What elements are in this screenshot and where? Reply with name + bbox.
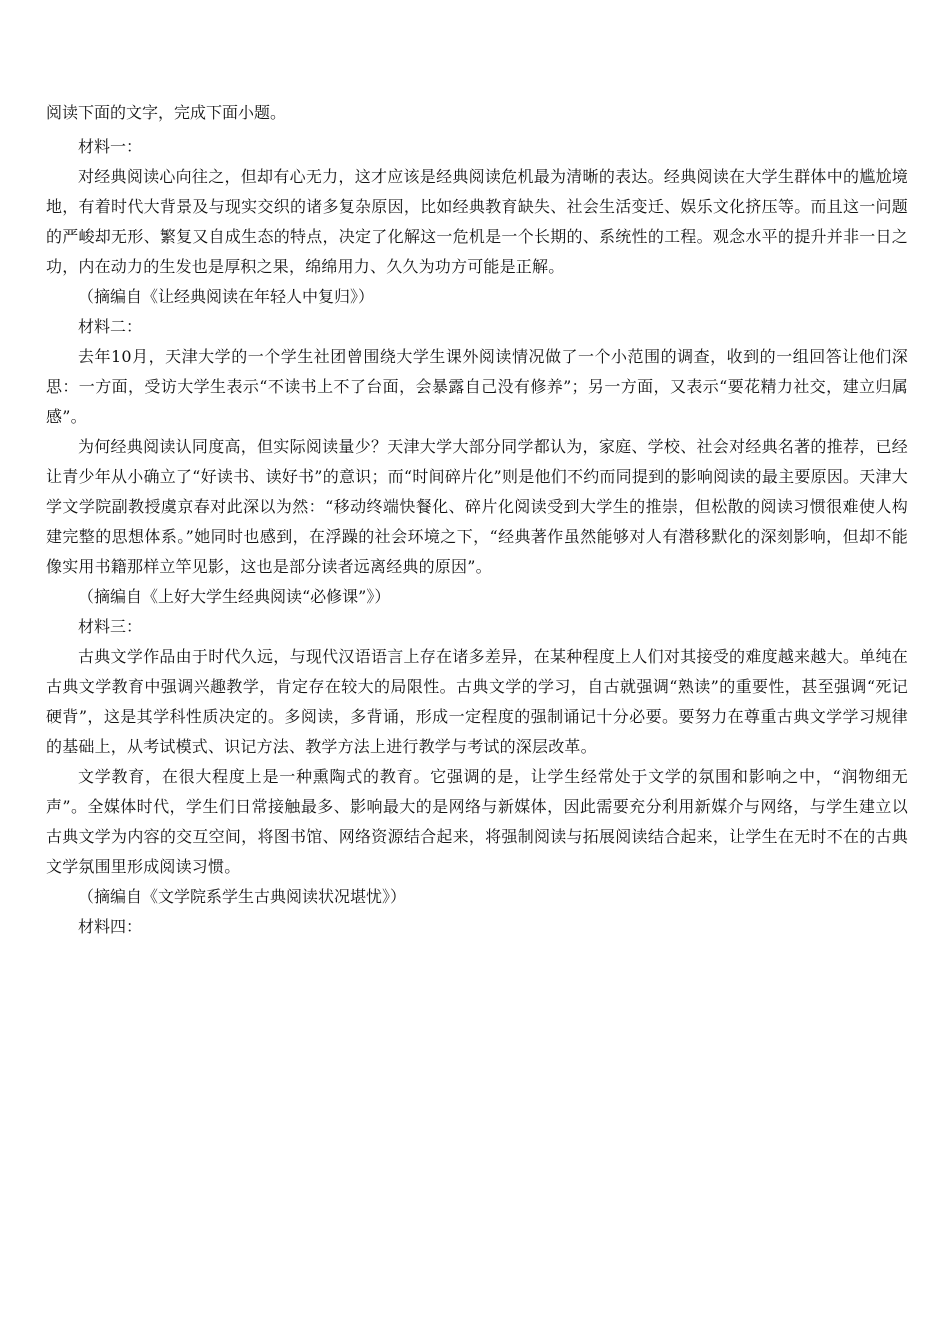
material-2-source: （摘编自《上好大学生经典阅读“必修课”》）	[78, 587, 391, 606]
material-1-source: （摘编自《让经典阅读在年轻人中复归》）	[78, 287, 375, 306]
material-3-label: 材料三：	[78, 617, 143, 636]
material-4-label: 材料四：	[78, 917, 143, 936]
material-2-label: 材料二：	[78, 317, 143, 336]
material-3-paragraph-1: 古典文学作品由于时代久远，与现代汉语语言上存在诸多差异，在某种程度上人们对其接受的难度越来越大。单纯在古典文学教育中强调兴趣教学，肯定存在较大的局限性。古典文学的学习，自古就强调“熟读”的重要性，甚至强调“死记硬背”，这是其学科性质决定的。多阅读，多背诵，形成一定程度的强制诵记十分必要。要努力在尊重古典文学学习规律的基础上，从考试模式、识记方法、教学方法上进行教学与考试的深层改革。	[46, 647, 908, 756]
material-1-paragraph-1: 对经典阅读心向往之，但却有心无力，这才应该是经典阅读危机最为清晰的表达。经典阅读在大学生群体中的尴尬境地，有着时代大背景及与现实交织的诸多复杂原因，比如经典教育缺失、社会生活变迁、娱乐文化挤压等。而且这一问题的严峻却无形、繁复又自成生态的特点，决定了化解这一危机是一个长期的、系统性的工程。观念水平的提升并非一日之功，内在动力的生发也是厚积之果，绵绵用力、久久为功方可能是正解。	[46, 167, 908, 276]
material-2-paragraph-2: 为何经典阅读认同度高，但实际阅读量少？天津大学大部分同学都认为，家庭、学校、社会对经典名著的推荐，已经让青少年从小确立了“好读书、读好书”的意识；而“时间碎片化”则是他们不约而同提到的影响阅读的最主要原因。天津大学文学院副教授虞京春对此深以为然：“移动终端快餐化、碎片化阅读受到大学生的推崇，但松散的阅读习惯很难使人构建完整的思想体系。”她同时也感到，在浮躁的社会环境之下，“经典著作虽然能够对人有潜移默化的深刻影响，但却不能像实用书籍那样立竿见影，这也是部分读者远离经典的原因”。	[46, 437, 908, 576]
material-1-label: 材料一：	[78, 137, 143, 156]
material-3-paragraph-2: 文学教育，在很大程度上是一种熏陶式的教育。它强调的是，让学生经常处于文学的氛围和影响之中，“润物细无声”。全媒体时代，学生们日常接触最多、影响最大的是网络与新媒体，因此需要充分利用新媒介与网络，与学生建立以古典文学为内容的交互空间，将图书馆、网络资源结合起来，将强制阅读与拓展阅读结合起来，让学生在无时不在的古典文学氛围里形成阅读习惯。	[46, 767, 908, 876]
material-2-paragraph-1: 去年10月，天津大学的一个学生社团曾围绕大学生课外阅读情况做了一个小范围的调查，收到的一组回答让他们深思：一方面，受访大学生表示“不读书上不了台面，会暴露自己没有修养”；另一方面，又表示“要花精力社交，建立归属感”。	[46, 347, 908, 426]
document-page	[46, 98, 908, 942]
material-3-source: （摘编自《文学院系学生古典阅读状况堪忧》）	[78, 887, 407, 906]
instruction-text: 阅读下面的文字，完成下面小题。	[46, 103, 287, 122]
